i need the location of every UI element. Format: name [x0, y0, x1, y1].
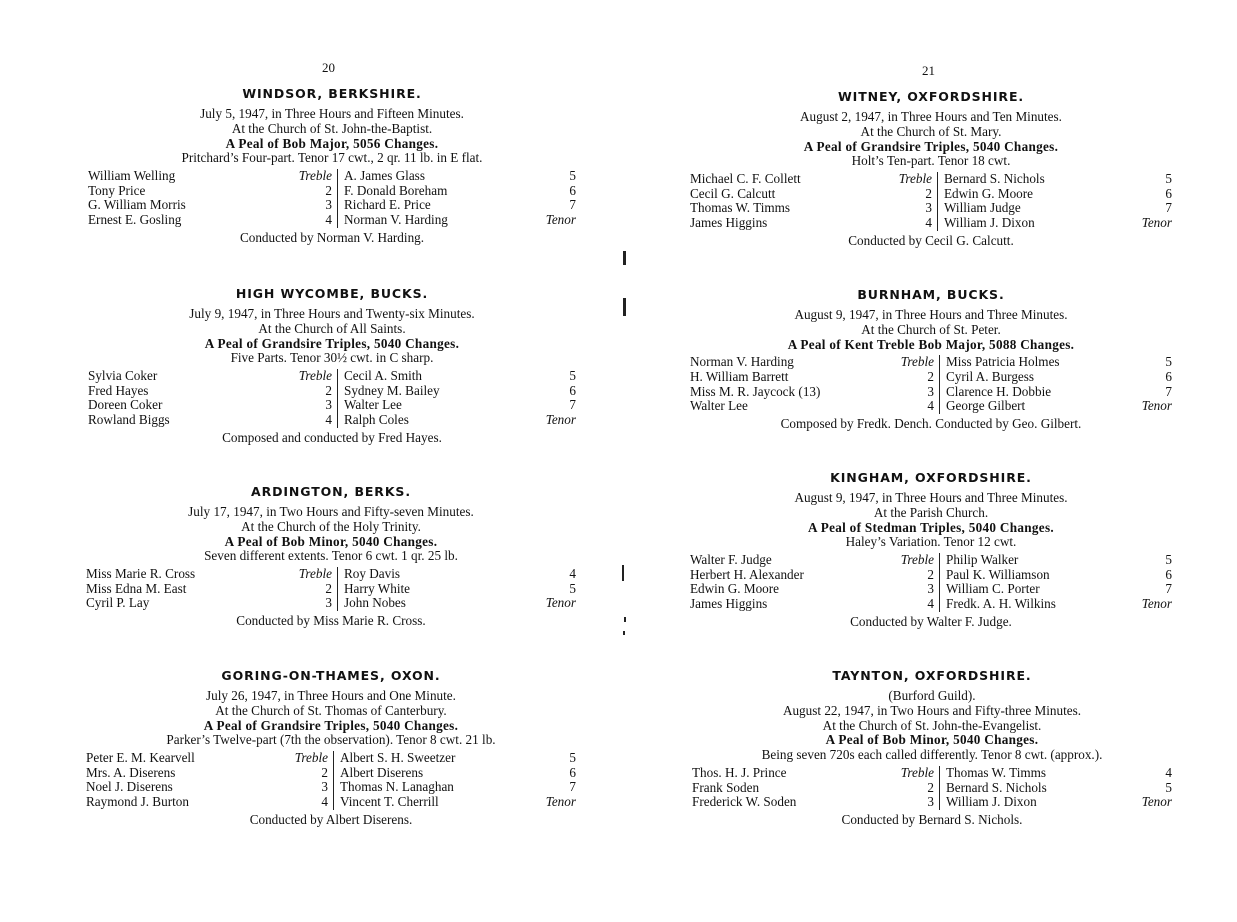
ringer-name: Norman V. Harding [344, 212, 448, 227]
peal-title: WINDSOR, BERKSHIRE. [242, 86, 422, 101]
ringer-name: Miss Edna M. East [86, 581, 187, 596]
ringers-right-column [940, 766, 1172, 810]
peal-title: KINGHAM, OXFORDSHIRE. [830, 470, 1032, 485]
ringer-row [88, 198, 332, 213]
ringers-left-column [692, 766, 940, 810]
peal-method: A Peal of Grandsire Triples, 5040 Changes. [203, 717, 459, 733]
ringer-name: Roy Davis [344, 567, 401, 582]
peal-detail: Seven different extents. Tenor 6 cwt. 1 qr. 25 lb. [204, 548, 458, 564]
ringer-position: 3 [321, 779, 328, 795]
ringer-position: 2 [927, 368, 934, 384]
ringer-name: Albert Diserens [340, 765, 424, 780]
ringer-row [946, 795, 1172, 810]
ringer-position: 4 [325, 211, 332, 227]
ringer-position: Tenor [1141, 595, 1172, 611]
ringers-left-column [86, 751, 334, 809]
ringer-position: 7 [1165, 383, 1172, 399]
ringer-row [344, 582, 576, 597]
ringer-row [946, 597, 1172, 612]
ringer-name: Cyril P. Lay [86, 596, 150, 611]
ringer-row [944, 187, 1172, 202]
ringer-row [692, 781, 934, 796]
peal-detail: Parker’s Twelve-part (7th the observation). Tenor 8 cwt. 21 lb. [166, 732, 496, 748]
peal-detail: (Burford Guild). [888, 688, 976, 703]
peal-method: A Peal of Stedman Triples, 5040 Changes. [808, 519, 1054, 535]
peal-record [86, 484, 576, 628]
ringer-row [690, 568, 934, 583]
ringer-name: Miss Marie R. Cross [86, 567, 196, 582]
ringer-name: Sydney M. Bailey [344, 383, 440, 398]
ringer-row [88, 213, 332, 228]
ringer-position: 4 [325, 411, 332, 427]
ringer-name: Sylvia Coker [88, 369, 158, 384]
ringer-row [344, 596, 576, 611]
ringers-right-column [938, 172, 1172, 230]
ringer-name: Norman V. Harding [690, 355, 794, 370]
peal-detail: August 22, 1947, in Two Hours and Fifty-three Minutes. [782, 702, 1082, 718]
peal-title: BURNHAM, BUCKS. [857, 287, 1005, 302]
ringer-row [88, 169, 332, 184]
ringer-row [86, 567, 332, 582]
ringers-right-column [338, 369, 576, 427]
peal-conductor: Conducted by Miss Marie R. Cross. [236, 612, 426, 628]
ringer-row [344, 169, 576, 184]
ringer-row [344, 369, 576, 384]
ringers-band [690, 355, 1172, 413]
ringer-row [340, 780, 576, 795]
peal-title: GORING-ON-THAMES, OXON. [221, 668, 441, 683]
ringer-row [690, 597, 934, 612]
ringer-position: Treble [900, 354, 934, 370]
ringer-row [690, 355, 934, 370]
gutter-mark [622, 565, 624, 581]
ringer-name: Clarence H. Dobbie [946, 384, 1052, 399]
peal-detail: July 26, 1947, in Three Hours and One Minute. [206, 688, 456, 703]
ringer-name: John Nobes [344, 596, 406, 611]
ringer-name: Harry White [344, 581, 411, 596]
ringer-name: Thomas N. Lanaghan [340, 780, 454, 795]
peal-title: WITNEY, OXFORDSHIRE. [837, 89, 1025, 104]
ringer-position: 6 [1165, 185, 1172, 201]
ringer-position: Tenor [545, 595, 576, 611]
ringer-row [690, 370, 934, 385]
peal-record [88, 86, 576, 245]
ringer-name: Ralph Coles [344, 412, 409, 427]
peal-detail: At the Church of St. John-the-Evangelist. [822, 717, 1042, 733]
ringer-position: 6 [1165, 368, 1172, 384]
ringer-name: Paul K. Williamson [946, 567, 1050, 582]
ringer-name: Bernard S. Nichols [946, 780, 1047, 795]
ringer-row [340, 795, 576, 810]
ringers-band [86, 751, 576, 809]
ringer-position: 4 [927, 398, 934, 414]
ringer-position: Tenor [1141, 794, 1172, 810]
ringer-position: 7 [1165, 200, 1172, 216]
ringer-name: Miss M. R. Jaycock (13) [690, 384, 821, 399]
ringer-position: 5 [1165, 171, 1172, 187]
ringer-name: Michael C. F. Collett [690, 172, 801, 187]
ringer-row [690, 582, 934, 597]
ringer-row [944, 201, 1172, 216]
ringers-band [86, 567, 576, 611]
ringer-name: Mrs. A. Diserens [86, 765, 176, 780]
ringer-position: Treble [898, 171, 932, 187]
ringer-position: 3 [927, 794, 934, 810]
ringer-row [690, 216, 932, 231]
peal-detail: July 9, 1947, in Three Hours and Twenty-six Minutes. [189, 306, 475, 321]
peal-title: TAYNTON, OXFORDSHIRE. [832, 668, 1032, 683]
ringer-name: Fred Hayes [88, 383, 149, 398]
peal-detail: At the Church of All Saints. [258, 320, 406, 336]
ringer-row [86, 766, 328, 781]
ringer-name: Walter Lee [690, 399, 748, 414]
peal-conductor: Conducted by Norman V. Harding. [239, 229, 425, 245]
ringer-position: 2 [321, 764, 328, 780]
ringer-row [946, 385, 1172, 400]
peal-record [690, 89, 1172, 248]
ringer-name: Ernest E. Gosling [88, 212, 182, 227]
ringer-name: William C. Porter [946, 582, 1040, 597]
ringer-name: A. James Glass [344, 169, 425, 184]
peal-title: ARDINGTON, BERKS. [251, 484, 411, 499]
ringer-row [690, 553, 934, 568]
peal-conductor: Conducted by Bernard S. Nichols. [841, 811, 1023, 827]
ringer-position: 4 [321, 793, 328, 809]
ringers-left-column [690, 553, 940, 611]
peal-detail: July 5, 1947, in Three Hours and Fifteen Minutes. [200, 106, 464, 121]
ringer-position: 6 [569, 764, 576, 780]
ringer-name: H. William Barrett [690, 369, 789, 384]
ringer-row [690, 187, 932, 202]
ringers-left-column [690, 355, 940, 413]
ringer-position: Treble [900, 552, 934, 568]
gutter-mark [623, 631, 625, 635]
ringer-row [86, 780, 328, 795]
ringer-row [946, 781, 1172, 796]
ringer-name: George Gilbert [946, 399, 1026, 414]
ringer-name: Cecil G. Calcutt [690, 186, 776, 201]
peal-detail: August 9, 1947, in Three Hours and Three Minutes. [794, 490, 1068, 505]
ringer-position: 5 [1165, 779, 1172, 795]
ringer-row [344, 213, 576, 228]
ringer-row [344, 198, 576, 213]
ringer-row [344, 184, 576, 199]
ringer-name: Fredk. A. H. Wilkins [946, 596, 1056, 611]
ringers-left-column [86, 567, 338, 611]
ringer-row [946, 582, 1172, 597]
ringer-position: Tenor [545, 411, 576, 427]
peal-detail: At the Church of St. Mary. [860, 123, 1002, 139]
ringer-row [86, 795, 328, 810]
ringer-name: Philip Walker [946, 553, 1019, 568]
peal-detail: At the Church of St. John-the-Baptist. [231, 120, 433, 136]
peal-detail: Holt’s Ten-part. Tenor 18 cwt. [851, 153, 1011, 169]
ringer-row [944, 216, 1172, 231]
ringer-row [944, 172, 1172, 187]
ringer-row [86, 596, 332, 611]
ringer-position: 7 [1165, 581, 1172, 597]
ringer-position: 5 [569, 168, 576, 184]
ringer-position: Treble [298, 368, 332, 384]
peal-conductor: Composed and conducted by Fred Hayes. [222, 429, 442, 445]
ringer-name: Doreen Coker [88, 398, 163, 413]
peal-detail: Being seven 720s each called differently. Tenor 8 cwt. (approx.). [761, 747, 1103, 763]
ringer-name: Walter Lee [344, 398, 402, 413]
ringers-left-column [690, 172, 938, 230]
ringer-row [690, 385, 934, 400]
peal-record [86, 668, 576, 827]
ringer-row [88, 398, 332, 413]
ringers-right-column [940, 553, 1172, 611]
page-number-left: 20 [322, 60, 335, 75]
ringer-row [690, 399, 934, 414]
peal-conductor: Conducted by Walter F. Judge. [850, 613, 1012, 629]
ringers-left-column [88, 369, 338, 427]
peal-detail: At the Parish Church. [873, 504, 989, 520]
ringers-left-column [88, 169, 338, 227]
ringer-row [344, 413, 576, 428]
gutter-mark [624, 617, 626, 622]
ringers-right-column [940, 355, 1172, 413]
ringer-position: 4 [927, 595, 934, 611]
peal-method: A Peal of Bob Minor, 5040 Changes. [825, 732, 1039, 748]
page-number-right: 21 [922, 63, 935, 78]
ringer-row [946, 399, 1172, 414]
ringer-row [692, 795, 934, 810]
peal-record [692, 668, 1172, 827]
ringer-row [88, 369, 332, 384]
ringer-row [946, 568, 1172, 583]
peal-detail: August 2, 1947, in Three Hours and Ten Minutes. [800, 109, 1062, 124]
ringer-position: 6 [1165, 566, 1172, 582]
ringer-position: 4 [925, 214, 932, 230]
ringer-name: James Higgins [690, 215, 768, 230]
ringer-position: 7 [569, 779, 576, 795]
ringer-row [88, 413, 332, 428]
ringer-row [946, 553, 1172, 568]
ringer-row [946, 766, 1172, 781]
peal-method: A Peal of Grandsire Triples, 5040 Changes. [803, 138, 1059, 154]
ringers-right-column [334, 751, 576, 809]
ringers-right-column [338, 169, 576, 227]
ringer-row [690, 201, 932, 216]
ringer-name: Cecil A. Smith [344, 369, 423, 384]
ringer-name: Tony Price [88, 183, 146, 198]
peal-record [690, 287, 1172, 431]
ringer-row [88, 184, 332, 199]
ringer-position: 2 [325, 182, 332, 198]
ringer-position: Tenor [545, 211, 576, 227]
ringers-right-column [338, 567, 576, 611]
ringer-name: Edwin G. Moore [944, 186, 1034, 201]
peal-detail: July 17, 1947, in Two Hours and Fifty-seven Minutes. [188, 504, 474, 519]
peal-detail: Pritchard’s Four-part. Tenor 17 cwt., 2 qr. 11 lb. in E flat. [181, 150, 483, 166]
peal-detail: At the Church of St. Thomas of Canterbury. [215, 702, 447, 718]
ringer-position: 2 [325, 382, 332, 398]
ringer-name: Richard E. Price [344, 198, 431, 213]
ringer-position: 2 [325, 580, 332, 596]
ringer-name: Thomas W. Timms [946, 765, 1047, 780]
ringer-position: 6 [569, 182, 576, 198]
ringer-name: Peter E. M. Kearvell [86, 751, 195, 766]
gutter-mark [623, 251, 626, 265]
ringer-name: G. William Morris [88, 198, 186, 213]
ringer-row [340, 751, 576, 766]
ringer-name: F. Donald Boreham [344, 183, 448, 198]
ringer-name: Thomas W. Timms [690, 201, 791, 216]
ringers-band [690, 553, 1172, 611]
peal-detail: August 9, 1947, in Three Hours and Three Minutes. [794, 307, 1068, 322]
ringer-name: William Judge [944, 201, 1021, 216]
ringer-row [88, 384, 332, 399]
peal-conductor: Conducted by Cecil G. Calcutt. [848, 232, 1014, 248]
ringer-position: Tenor [545, 793, 576, 809]
ringer-position: 2 [927, 566, 934, 582]
ringer-position: 5 [569, 750, 576, 766]
ringer-name: William J. Dixon [946, 795, 1037, 810]
peal-detail: At the Church of the Holy Trinity. [241, 518, 421, 534]
peal-record [88, 286, 576, 445]
ringer-name: Albert S. H. Sweetzer [340, 751, 456, 766]
ringer-name: Herbert H. Alexander [690, 567, 804, 582]
ringers-band [690, 172, 1172, 230]
ringer-row [340, 766, 576, 781]
ringers-band [692, 766, 1172, 810]
ringer-name: Frederick W. Soden [692, 795, 797, 810]
peal-conductor: Composed by Fredk. Dench. Conducted by Geo. Gilbert. [780, 415, 1082, 431]
ringer-position: 4 [1165, 764, 1172, 780]
peal-detail: Haley’s Variation. Tenor 12 cwt. [845, 534, 1017, 550]
ringer-position: 3 [927, 581, 934, 597]
ringer-position: Tenor [1141, 214, 1172, 230]
ringer-name: Rowland Biggs [88, 412, 170, 427]
peal-method: A Peal of Kent Treble Bob Major, 5088 Changes. [787, 336, 1075, 352]
ringer-row [86, 582, 332, 597]
ringer-position: 6 [569, 382, 576, 398]
ringer-position: 2 [927, 779, 934, 795]
peal-method: A Peal of Grandsire Triples, 5040 Changes. [204, 335, 460, 351]
ringer-position: Treble [900, 764, 934, 780]
ringer-name: Miss Patricia Holmes [946, 355, 1060, 370]
ringer-position: Treble [294, 750, 328, 766]
ringers-band [88, 369, 576, 427]
ringer-name: Noel J. Diserens [86, 780, 173, 795]
ringer-position: 3 [925, 200, 932, 216]
ringer-name: William J. Dixon [944, 215, 1035, 230]
ringer-position: Treble [298, 168, 332, 184]
ringer-position: 3 [325, 197, 332, 213]
peal-method: A Peal of Bob Major, 5056 Changes. [225, 135, 439, 151]
ringer-position: 3 [325, 595, 332, 611]
ringer-name: Walter F. Judge [690, 553, 772, 568]
peal-title: HIGH WYCOMBE, BUCKS. [235, 286, 429, 301]
ringer-position: 3 [927, 383, 934, 399]
peal-method: A Peal of Bob Minor, 5040 Changes. [224, 533, 438, 549]
ringer-row [344, 398, 576, 413]
ringer-name: Thos. H. J. Prince [692, 765, 787, 780]
ringer-position: 2 [925, 185, 932, 201]
ringer-position: 5 [1165, 354, 1172, 370]
peal-detail: At the Church of St. Peter. [861, 321, 1001, 337]
ringer-row [86, 751, 328, 766]
ringer-name: Cyril A. Burgess [946, 369, 1035, 384]
ringer-name: William Welling [88, 169, 176, 184]
ringer-row [344, 567, 576, 582]
ringer-row [344, 384, 576, 399]
ringer-name: Frank Soden [692, 780, 760, 795]
ringer-position: Treble [298, 566, 332, 582]
ringer-position: 5 [569, 368, 576, 384]
ringer-name: Edwin G. Moore [690, 582, 780, 597]
peal-conductor: Conducted by Albert Diserens. [249, 811, 413, 827]
ringer-position: 5 [1165, 552, 1172, 568]
ringer-position: Tenor [1141, 398, 1172, 414]
ringer-name: James Higgins [690, 596, 768, 611]
ringer-position: 5 [569, 580, 576, 596]
ringer-row [946, 370, 1172, 385]
ringer-position: 4 [569, 566, 576, 582]
ringer-name: Bernard S. Nichols [944, 172, 1045, 187]
ringer-name: Vincent T. Cherrill [340, 794, 439, 809]
ringer-row [690, 172, 932, 187]
ringer-name: Raymond J. Burton [86, 794, 189, 809]
ringer-position: 3 [325, 397, 332, 413]
ringer-position: 7 [569, 197, 576, 213]
ringer-position: 7 [569, 397, 576, 413]
peal-record [690, 470, 1172, 629]
ringers-band [88, 169, 576, 227]
gutter-mark [623, 298, 626, 316]
peal-detail: Five Parts. Tenor 30½ cwt. in C sharp. [230, 350, 434, 366]
ringer-row [946, 355, 1172, 370]
ringer-row [692, 766, 934, 781]
